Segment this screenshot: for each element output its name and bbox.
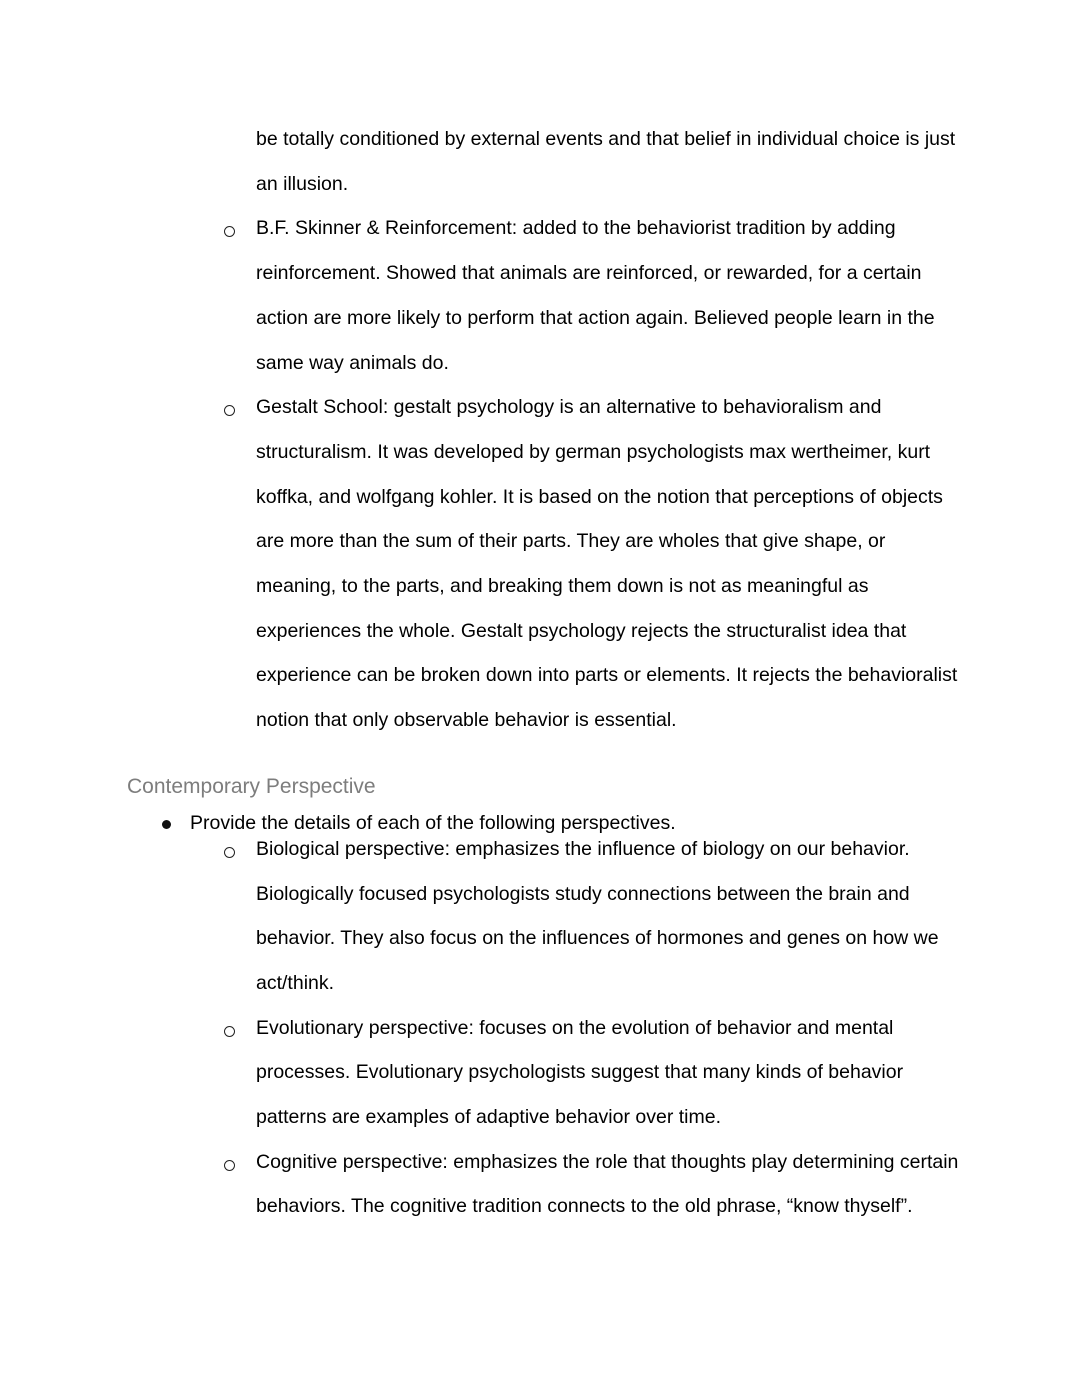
list-item-text: Cognitive perspective: emphasizes the role that thoughts play determining certain behaviors. The cognitive tradition connects to the old phrase, “know thyself”. [256,1150,959,1218]
list-item-text: Provide the details of each of the following perspectives. [190,811,676,834]
hollow-bullet-icon [224,1160,235,1171]
list-item-bf-skinner [256,206,964,385]
paragraph-continuation: be totally conditioned by external events and that belief in individual choice is just an illusion. [256,128,956,195]
list-item-gestalt-school [256,385,964,743]
list-item-text: B.F. Skinner & Reinforcement: added to the behaviorist tradition by adding reinforcement. Showed that animals are reinforced, or rewarded, for a certain action are more likely to perform that action again. Believed people learn in the same way animals do. [256,217,935,374]
filled-bullet-icon [162,820,171,829]
hollow-bullet-icon [224,1026,235,1037]
list-item-text: Biological perspective: emphasizes the influence of biology on our behavior. Biologically focused psychologists study connections between the brain and behavior. They also focus on the influences of hormones and genes on how we act/think. [256,837,939,994]
hollow-bullet-icon [224,847,235,858]
hollow-bullet-icon [224,405,235,416]
list-item-biological-perspective [256,827,964,1006]
hollow-bullet-icon [224,226,235,237]
section-heading-contemporary-perspective: Contemporary Perspective [127,774,376,798]
list-item-text: Gestalt School: gestalt psychology is an alternative to behavioralism and structuralism. It was developed by german psychologists max wertheimer, kurt koffka, and wolfgang kohler. It is based on the notion that perceptions of objects are more than the sum of their parts. They are wholes that give shape, or meaning, to the parts, and breaking them down is not as meaningful as experiences the whole. Gestalt psychology rejects the structuralist idea that experience can be broken down into parts or elements. It rejects the behavioralist notion that only observable behavior is essential. [256,396,958,732]
list-item-text: Evolutionary perspective: focuses on the evolution of behavior and mental processes. Evolutionary psychologists suggest that many kinds of behavior patterns are examples of adaptive behavior over time. [256,1016,904,1129]
list-item-cognitive-perspective [256,1140,964,1229]
list-item-evolutionary-perspective [256,1006,964,1140]
